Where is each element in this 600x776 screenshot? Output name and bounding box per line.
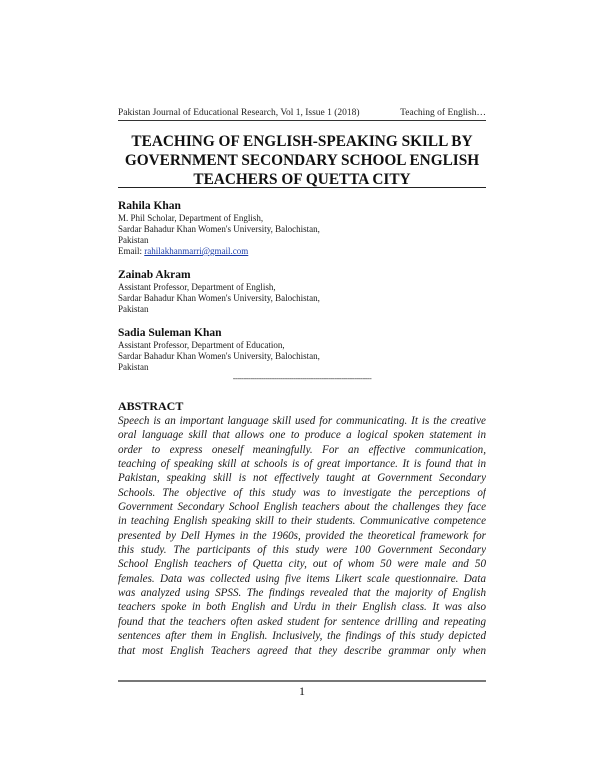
journal-citation: Pakistan Journal of Educational Research, Vol 1, Issue 1 (2018) (118, 108, 360, 118)
author-country: Pakistan (118, 362, 149, 372)
page-number: 1 (299, 684, 305, 698)
abstract-line: oral language skill that allows one to produce a logical spoken statement in (118, 429, 486, 442)
footer-rule (118, 680, 486, 682)
abstract-line: Pakistan, speaking skill is not effectively taught at Government Secondary (118, 472, 486, 485)
abstract-line: sentences after them in English. Inclusively, the findings of this study depicted (118, 630, 486, 643)
author-block-1 (118, 199, 320, 257)
abstract-line: Speech is an important language skill used for communicating. It is the creative (118, 415, 486, 427)
author-affiliation: Sardar Bahadur Khan Women's University, Balochistan, (118, 224, 320, 234)
running-header (118, 108, 486, 121)
abstract-line: females. Data was collected using five items Likert scale questionnaire. Data (118, 572, 486, 585)
author-block-2 (118, 268, 320, 315)
abstract-line: Government Secondary School English teachers about the challenges they face (118, 501, 486, 514)
author-name: Sadia Suleman Khan (118, 327, 222, 339)
author-affiliation: Sardar Bahadur Khan Women's University, Balochistan, (118, 351, 320, 361)
author-role: Assistant Professor, Department of English, (118, 282, 276, 292)
author-name: Rahila Khan (118, 200, 181, 212)
author-name: Zainab Akram (118, 269, 191, 281)
abstract-line: in teaching English speaking skill to their students. Communicative competence (118, 515, 486, 528)
title-line: GOVERNMENT SECONDARY SCHOOL ENGLISH (124, 152, 480, 169)
abstract-line: was analyzed using SPSS. The findings revealed that the majority of English (118, 587, 486, 600)
title-line: TEACHERS OF QUETTA CITY (193, 171, 411, 188)
abstract-line: that most English Teachers agreed that they describe grammar only when (118, 644, 486, 657)
section-separator: ---------------------------------------------------------------- (232, 374, 372, 383)
abstract-body (118, 414, 486, 658)
email-link[interactable]: rahilakhanmarri@gmail.com (144, 246, 249, 256)
author-country: Pakistan (118, 235, 149, 245)
abstract-heading: ABSTRACT (118, 399, 184, 413)
paper-title (118, 132, 486, 189)
abstract-line: order to express oneself meaningfully. For an effective communication, (118, 443, 486, 456)
title-line: TEACHING OF ENGLISH-SPEAKING SKILL BY (131, 133, 473, 150)
abstract-line: this study. The participants of this study were 100 Government Secondary (118, 544, 486, 557)
author-role: Assistant Professor, Department of Education, (118, 340, 285, 350)
abstract-line: School English teachers of Quetta city, out of whom 50 were male and 50 (118, 558, 486, 571)
author-email-row (118, 246, 320, 257)
title-rule (118, 187, 486, 188)
abstract-line: presented by Dell Hymes in the 1960s, provided the theoretical framework for (118, 529, 486, 542)
author-role: M. Phil Scholar, Department of English, (118, 213, 264, 223)
abstract-line: found that the teachers often asked student for sentence drilling and repeating (118, 615, 486, 628)
abstract-line: teachers spoke in both English and Urdu in their English class. It was also (118, 601, 486, 614)
author-affiliation: Sardar Bahadur Khan Women's University, Balochistan, (118, 293, 320, 303)
email-label: Email: (118, 246, 142, 256)
author-block-3 (118, 326, 320, 373)
abstract-line: Schools. The objective of this study was to investigate the perceptions of (118, 486, 486, 499)
abstract-line: teaching of speaking skill at schools is of great importance. It is found that in (118, 458, 486, 471)
author-country: Pakistan (118, 304, 149, 314)
running-title: Teaching of English… (400, 108, 486, 118)
